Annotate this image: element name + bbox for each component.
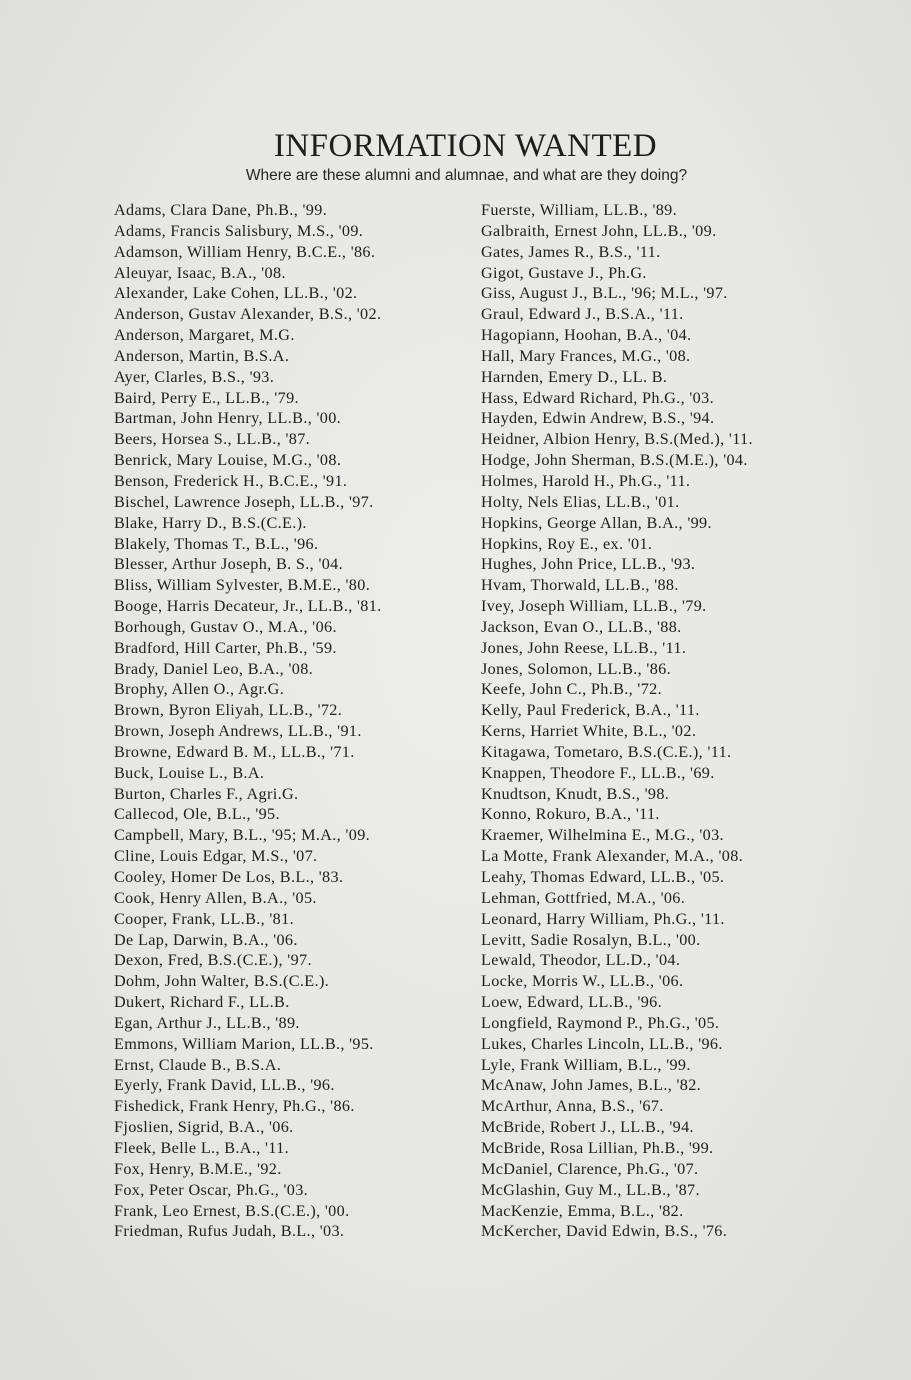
alumni-entry: Ivey, Joseph William, LL.B., '79. xyxy=(481,597,707,616)
alumni-entry: Brady, Daniel Leo, B.A., '08. xyxy=(114,659,314,678)
alumni-entry: Jackson, Evan O., LL.B., '88. xyxy=(481,617,682,636)
alumni-entry: Loew, Edward, LL.B., '96. xyxy=(481,993,662,1012)
alumni-entry: Jones, Solomon, LL.B., '86. xyxy=(481,659,671,678)
alumni-list-left xyxy=(114,200,382,1242)
alumni-entry: Locke, Morris W., LL.B., '06. xyxy=(481,972,684,991)
alumni-entry: Lewald, Theodor, LL.D., '04. xyxy=(481,951,681,970)
alumni-entry: Brophy, Allen O., Agr.G. xyxy=(114,680,285,699)
alumni-entry: Dexon, Fred, B.S.(C.E.), '97. xyxy=(114,951,312,970)
alumni-entry: Cooper, Frank, LL.B., '81. xyxy=(114,909,294,928)
alumni-entry: Dukert, Richard F., LL.B. xyxy=(114,993,290,1012)
alumni-entry: Knappen, Theodore F., LL.B., '69. xyxy=(481,763,715,782)
alumni-entry: Levitt, Sadie Rosalyn, B.L., '00. xyxy=(481,930,701,949)
alumni-entry: Hagopiann, Hoohan, B.A., '04. xyxy=(481,326,692,345)
alumni-entry: McBride, Robert J., LL.B., '94. xyxy=(481,1118,694,1137)
alumni-entry: Giss, August J., B.L., '96; M.L., '97. xyxy=(481,284,728,303)
alumni-entry: Blakely, Thomas T., B.L., '96. xyxy=(114,534,319,553)
alumni-entry: Jones, John Reese, LL.B., '11. xyxy=(481,638,687,657)
alumni-entry: Hodge, John Sherman, B.S.(M.E.), '04. xyxy=(481,451,748,470)
alumni-entry: Bischel, Lawrence Joseph, LL.B., '97. xyxy=(114,492,374,511)
alumni-entry: De Lap, Darwin, B.A., '06. xyxy=(114,930,298,949)
alumni-entry: McGlashin, Guy M., LL.B., '87. xyxy=(481,1180,700,1199)
alumni-entry: Lukes, Charles Lincoln, LL.B., '96. xyxy=(481,1034,723,1053)
alumni-entry: Leahy, Thomas Edward, LL.B., '05. xyxy=(481,868,725,886)
alumni-entry: Adams, Francis Salisbury, M.S., '09. xyxy=(114,221,364,240)
alumni-entry: Ernst, Claude B., B.S.A. xyxy=(114,1055,282,1074)
alumni-entry: La Motte, Frank Alexander, M.A., '08. xyxy=(481,847,744,866)
alumni-entry: Hughes, John Price, LL.B., '93. xyxy=(481,555,696,574)
alumni-entry: Benson, Frederick H., B.C.E., '91. xyxy=(114,471,348,490)
alumni-entry: Callecod, Ole, B.L., '95. xyxy=(114,805,280,824)
alumni-entry: Eyerly, Frank David, LL.B., '96. xyxy=(114,1076,335,1095)
alumni-entry: Kelly, Paul Frederick, B.A., '11. xyxy=(481,701,700,720)
alumni-entry: Anderson, Margaret, M.G. xyxy=(114,326,295,345)
alumni-entry: Hvam, Thorwald, LL.B., '88. xyxy=(481,576,679,595)
alumni-entry: Kerns, Harriet White, B.L., '02. xyxy=(481,722,697,741)
alumni-entry: McArthur, Anna, B.S., '67. xyxy=(481,1097,664,1116)
alumni-entry: Fuerste, William, LL.B., '89. xyxy=(481,201,678,219)
alumni-entry: Browne, Edward B. M., LL.B., '71. xyxy=(114,742,355,761)
alumni-entry: Leonard, Harry William, Ph.G., '11. xyxy=(481,909,725,928)
alumni-entry: Harnden, Emery D., LL. B. xyxy=(481,367,668,386)
alumni-entry: Egan, Arthur J., LL.B., '89. xyxy=(114,1013,300,1032)
alumni-entry: Fox, Henry, B.M.E., '92. xyxy=(114,1159,282,1178)
alumni-entry: Lehman, Gottfried, M.A., '06. xyxy=(481,888,686,907)
alumni-entry: Kraemer, Wilhelmina E., M.G., '03. xyxy=(481,826,724,845)
alumni-entry: Hopkins, George Allan, B.A., '99. xyxy=(481,513,712,532)
alumni-entry: McAnaw, John James, B.L., '82. xyxy=(481,1076,702,1095)
alumni-entry: McDaniel, Clarence, Ph.G., '07. xyxy=(481,1159,699,1178)
alumni-entry: Blake, Harry D., B.S.(C.E.). xyxy=(114,513,307,532)
alumni-entry: Fox, Peter Oscar, Ph.G., '03. xyxy=(114,1180,309,1199)
alumni-entry: Aleuyar, Isaac, B.A., '08. xyxy=(114,263,286,282)
alumni-entry: Gigot, Gustave J., Ph.G. xyxy=(481,263,647,282)
alumni-entry: Longfield, Raymond P., Ph.G., '05. xyxy=(481,1013,720,1032)
alumni-entry: Bradford, Hill Carter, Ph.B., '59. xyxy=(114,638,337,657)
alumni-entry: Alexander, Lake Cohen, LL.B., '02. xyxy=(114,284,358,303)
alumni-entry: Brown, Joseph Andrews, LL.B., '91. xyxy=(114,722,362,741)
alumni-entry: MacKenzie, Emma, B.L., '82. xyxy=(481,1201,684,1220)
alumni-entry: Hass, Edward Richard, Ph.G., '03. xyxy=(481,388,714,407)
alumni-entry: Kitagawa, Tometaro, B.S.(C.E.), '11. xyxy=(481,742,732,761)
alumni-entry: Borhough, Gustav O., M.A., '06. xyxy=(114,617,337,636)
alumni-entry: Graul, Edward J., B.S.A., '11. xyxy=(481,305,684,324)
alumni-entry: Beers, Horsea S., LL.B., '87. xyxy=(114,430,311,449)
alumni-entry: Campbell, Mary, B.L., '95; M.A., '09. xyxy=(114,826,371,845)
alumni-entry: Cooley, Homer De Los, B.L., '83. xyxy=(114,868,344,886)
alumni-entry: Frank, Leo Ernest, B.S.(C.E.), '00. xyxy=(114,1201,350,1220)
alumni-entry: Adamson, William Henry, B.C.E., '86. xyxy=(114,242,376,261)
alumni-entry: Brown, Byron Eliyah, LL.B., '72. xyxy=(114,701,343,720)
alumni-entry: Booge, Harris Decateur, Jr., LL.B., '81. xyxy=(114,597,382,616)
alumni-entry: Gates, James R., B.S., '11. xyxy=(481,242,661,261)
alumni-entry: Friedman, Rufus Judah, B.L., '03. xyxy=(114,1222,345,1241)
alumni-entry: Konno, Rokuro, B.A., '11. xyxy=(481,805,660,824)
alumni-entry: Galbraith, Ernest John, LL.B., '09. xyxy=(481,221,717,240)
alumni-entry: Ayer, Clarles, B.S., '93. xyxy=(114,367,275,386)
alumni-entry: Keefe, John C., Ph.B., '72. xyxy=(481,680,662,699)
alumni-entry: Fishedick, Frank Henry, Ph.G., '86. xyxy=(114,1097,355,1116)
alumni-entry: Buck, Louise L., B.A. xyxy=(114,763,265,782)
alumni-entry: Hall, Mary Frances, M.G., '08. xyxy=(481,346,691,365)
alumni-entry: Holmes, Harold H., Ph.G., '11. xyxy=(481,471,691,490)
alumni-entry: Anderson, Martin, B.S.A. xyxy=(114,346,290,365)
page-title: INFORMATION WANTED xyxy=(273,128,658,164)
alumni-entry: Fjoslien, Sigrid, B.A., '06. xyxy=(114,1118,294,1137)
alumni-entry: Burton, Charles F., Agri.G. xyxy=(114,784,299,803)
alumni-entry: Cline, Louis Edgar, M.S., '07. xyxy=(114,847,318,866)
alumni-entry: Adams, Clara Dane, Ph.B., '99. xyxy=(114,201,328,219)
alumni-entry: McKercher, David Edwin, B.S., '76. xyxy=(481,1222,728,1241)
alumni-entry: Hayden, Edwin Andrew, B.S., '94. xyxy=(481,409,715,428)
alumni-entry: Anderson, Gustav Alexander, B.S., '02. xyxy=(114,305,382,324)
alumni-entry: Holty, Nels Elias, LL.B., '01. xyxy=(481,492,680,511)
alumni-entry: Cook, Henry Allen, B.A., '05. xyxy=(114,888,317,907)
page-subtitle: Where are these alumni and alumnae, and what are they doing? xyxy=(245,167,688,184)
alumni-entry: Bartman, John Henry, LL.B., '00. xyxy=(114,409,342,428)
alumni-entry: Lyle, Frank William, B.L., '99. xyxy=(481,1055,691,1074)
alumni-entry: Baird, Perry E., LL.B., '79. xyxy=(114,388,299,407)
alumni-entry: McBride, Rosa Lillian, Ph.B., '99. xyxy=(481,1138,714,1157)
alumni-entry: Benrick, Mary Louise, M.G., '08. xyxy=(114,451,342,470)
alumni-entry: Emmons, William Marion, LL.B., '95. xyxy=(114,1034,374,1053)
alumni-entry: Heidner, Albion Henry, B.S.(Med.), '11. xyxy=(481,430,753,449)
alumni-entry: Bliss, William Sylvester, B.M.E., '80. xyxy=(114,576,371,595)
alumni-list-right xyxy=(481,200,753,1242)
alumni-entry: Dohm, John Walter, B.S.(C.E.). xyxy=(114,972,330,991)
alumni-entry: Knudtson, Knudt, B.S., '98. xyxy=(481,784,670,803)
alumni-entry: Hopkins, Roy E., ex. '01. xyxy=(481,534,653,553)
alumni-entry: Fleek, Belle L., B.A., '11. xyxy=(114,1138,289,1157)
alumni-entry: Blesser, Arthur Joseph, B. S., '04. xyxy=(114,555,344,574)
